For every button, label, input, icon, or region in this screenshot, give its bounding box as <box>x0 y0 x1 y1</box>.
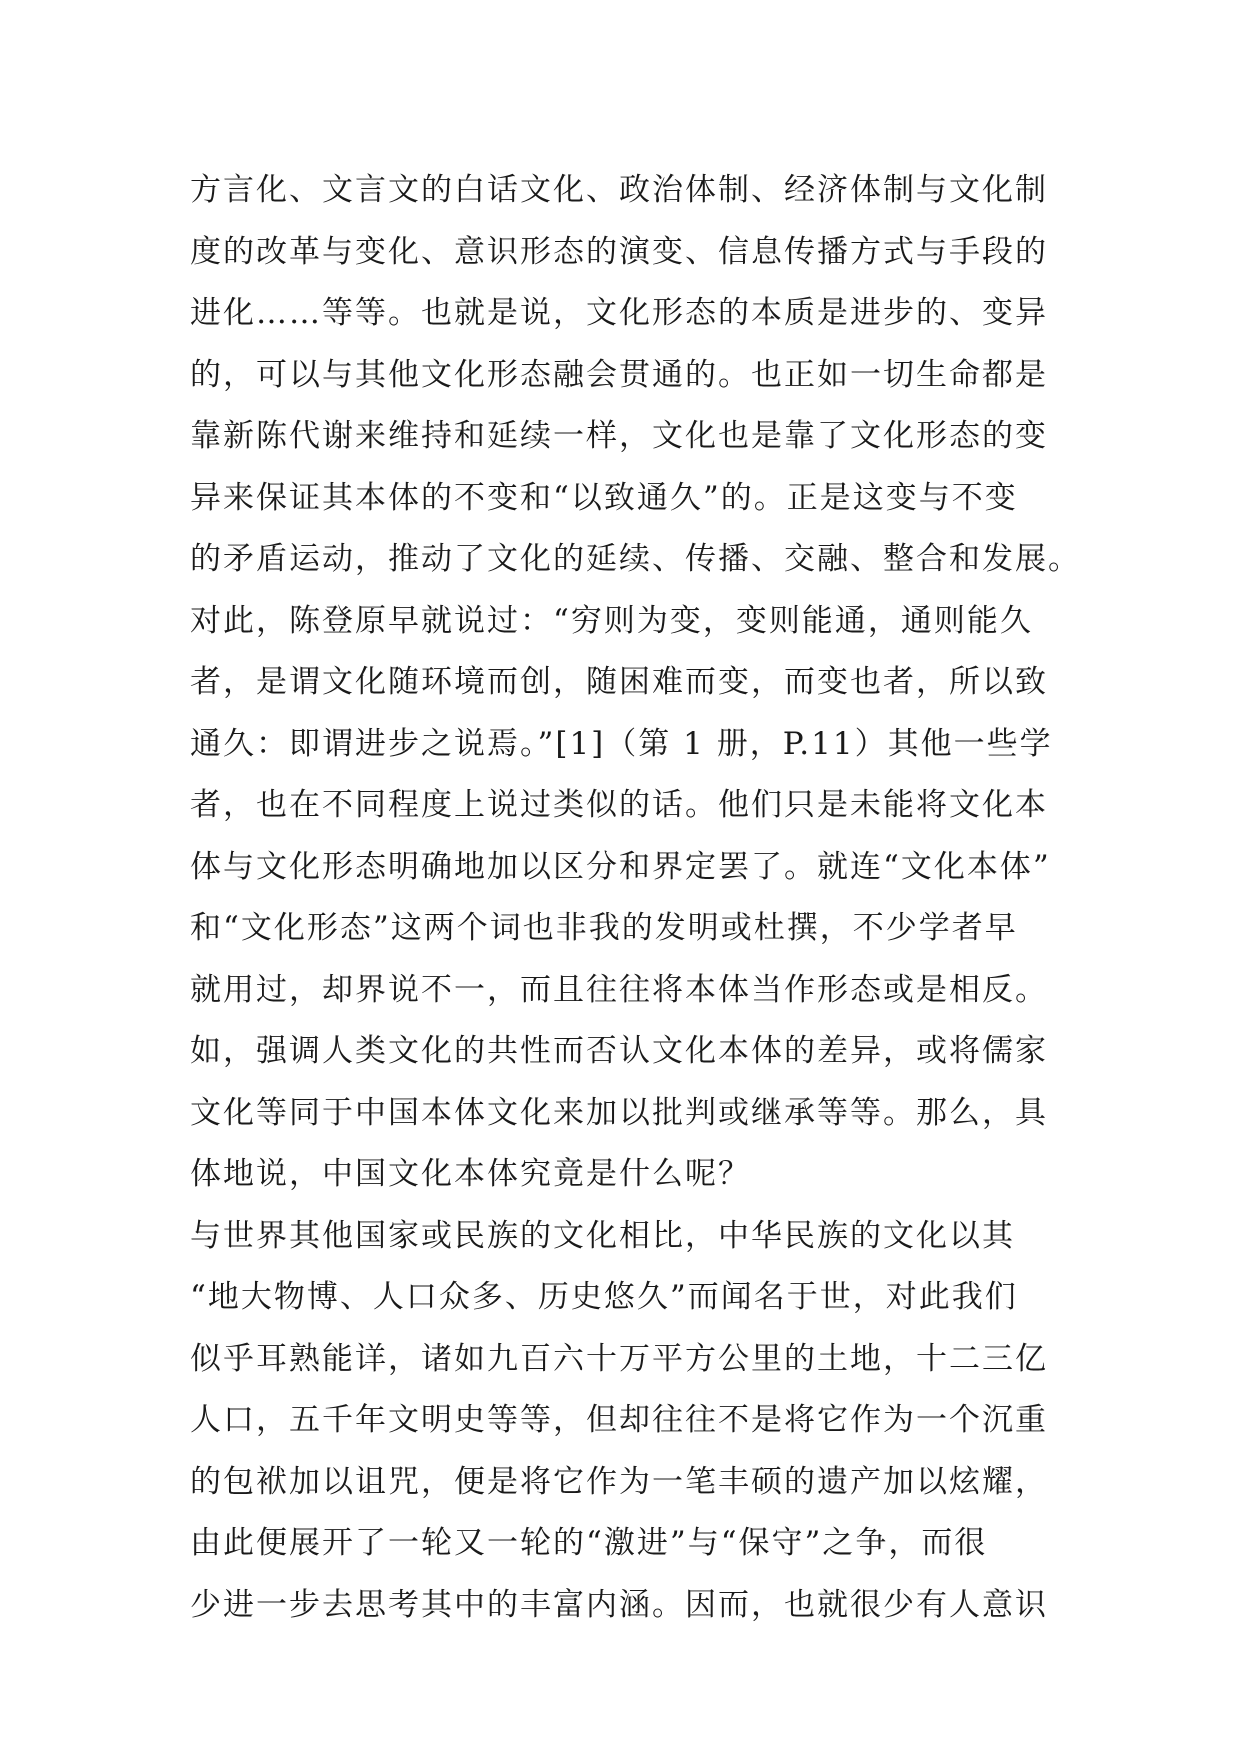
text-line: 者，是谓文化随环境而创，随困难而变，而变也者，所以致 <box>190 664 1048 700</box>
text-line: 异来保证其本体的不变和“以致通久”的。正是这变与不变 <box>190 479 1018 516</box>
text-line: 由此便展开了一轮又一轮的“激进”与“保守”之争，而很 <box>190 1525 988 1561</box>
text-line: 人口，五千年文明史等等，但却往往不是将它作为一个沉重 <box>190 1402 1048 1438</box>
text-line: 与世界其他国家或民族的文化相比，中华民族的文化以其 <box>190 1217 1015 1254</box>
text-line: 和“文化形态”这两个词也非我的发明或杜撰，不少学者早 <box>190 910 1018 946</box>
text-line: 体与文化形态明确地加以区分和界定罢了。就连“文化本体” <box>190 848 1051 885</box>
text-line: 进化……等等。也就是说，文化形态的本质是进步的、变异 <box>190 295 1048 331</box>
text-line: 的，可以与其他文化形态融会贯通的。也正如一切生命都是 <box>190 356 1048 393</box>
text-line: 方言化、文言文的白话文化、政治体制、经济体制与文化制 <box>190 172 1048 208</box>
body-text <box>190 160 1081 1636</box>
text-line: 文化等同于中国本体文化来加以批判或继承等等。那么，具 <box>190 1094 1048 1131</box>
text-line: 度的改革与变化、意识形态的演变、信息传播方式与手段的 <box>190 233 1048 270</box>
text-line: 的矛盾运动，推动了文化的延续、传播、交融、整合和发展。 <box>190 541 1081 577</box>
text-line: 者，也在不同程度上说过类似的话。他们只是未能将文化本 <box>190 787 1048 823</box>
text-line: 靠新陈代谢来维持和延续一样，文化也是靠了文化形态的变 <box>190 418 1048 454</box>
text-line: 似乎耳熟能详，诸如九百六十万平方公里的土地，十二三亿 <box>190 1340 1048 1377</box>
text-line: 的包袱加以诅咒，便是将它作为一笔丰硕的遗产加以炫耀， <box>190 1463 1048 1500</box>
text-line: 对此，陈登原早就说过：“穷则为变，变则能通，通则能久 <box>190 602 1033 639</box>
text-line: “地大物博、人口众多、历史悠久”而闻名于世，对此我们 <box>190 1279 1018 1315</box>
text-line: 少进一步去思考其中的丰富内涵。因而，也就很少有人意识 <box>190 1586 1048 1623</box>
text-line: 体地说，中国文化本体究竟是什么呢？ <box>190 1156 751 1192</box>
text-line: 如，强调人类文化的共性而否认文化本体的差异，或将儒家 <box>190 1033 1048 1069</box>
text-line: 就用过，却界说不一，而且往往将本体当作形态或是相反。 <box>190 971 1048 1008</box>
text-line: 通久：即谓进步之说焉。”[1]（第 1 册，P.11）其他一些学 <box>190 725 1053 762</box>
